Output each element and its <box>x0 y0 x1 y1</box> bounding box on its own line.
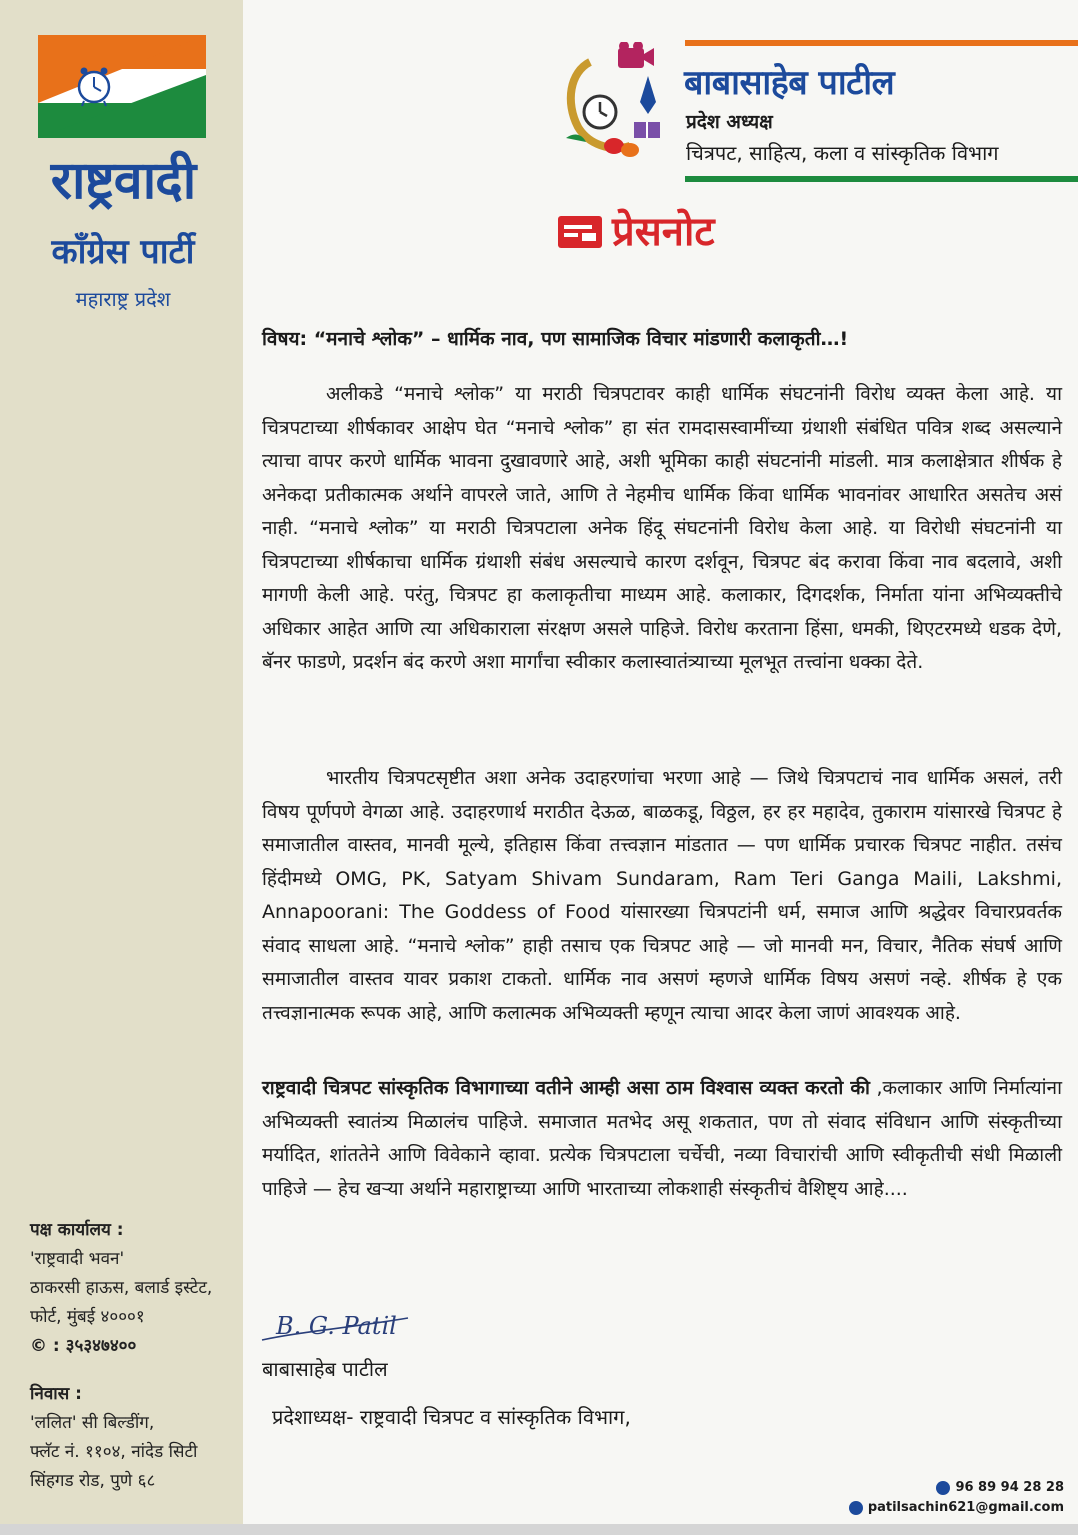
phone-number: 96 89 94 28 28 <box>955 1480 1064 1495</box>
office-phone: © : ३५३४७४०० <box>30 1336 137 1356</box>
subject-line: विषय: “मनाचे श्लोक” – धार्मिक नाव, पण सामाजिक विचार मांडणारी कलाकृती…! <box>262 328 849 350</box>
office-address <box>30 1216 244 1361</box>
paragraph-2-text: भारतीय चित्रपटसृष्टीत अशा अनेक उदाहरणांचा भरणा आहे — जिथे चित्रपटाचं नाव धार्मिक असलं, तरी विषय पूर्णपणे वेगळा आहे. उदाहरणार्थ मराठीत देऊळ, बाळकडू, विठ्ठल, हर हर महादेव, तुकाराम यांसारखे चित्रपट हे समाजातील वास्तव, मानवी मूल्ये, इतिहास किंवा तत्त्वज्ञान मांडतात — पण धार्मिक प्रचारक चित्रपट नाहीत. तसंच हिंदीमध्ये OMG, PK, Satyam Shivam Sundaram, Ram Teri Ganga Maili, Lakshmi, Annapoorani: The Goddess of Food यांसारख्या चित्रपटांनी धर्म, समाज आणि श्रद्धेवर विचारप्रवर्तक संवाद साधला आहे. “मनाचे श्लोक” हाही तसाच एक चित्रपट आहे — जो मानवी मन, विचार, नैतिक संघर्ष आणि समाजातील वास्तव यावर प्रकाश टाकतो. धार्मिक नाव असणं म्हणजे धार्मिक विषय असणं नव्हे. शीर्षक हे एक तत्त्वज्ञानात्मक रूपक आहे, आणि कलात्मक अभिव्यक्ती म्हणून त्याचा आदर केला जाणं आवश्यक आहे. <box>262 767 1062 1024</box>
residence-line: सिंहगड रोड, पुणे ६८ <box>30 1471 156 1491</box>
paragraph-3 <box>262 1072 1062 1206</box>
email-icon <box>849 1501 863 1515</box>
paragraph-3-bold: राष्ट्रवादी चित्रपट सांस्कृतिक विभागाच्या वतीने आम्ही असा ठाम विश्वास व्यक्त करतो की <box>262 1077 870 1099</box>
party-name-line2: कॉंग्रेस पार्टी <box>51 232 195 272</box>
residence-line: 'ललित' सी बिल्डींग, <box>30 1413 155 1433</box>
header-department: चित्रपट, साहित्य, कला व सांस्कृतिक विभाग <box>686 141 999 165</box>
header-role: प्रदेश अध्यक्ष <box>686 111 773 133</box>
party-state: महाराष्ट्र प्रदेश <box>75 287 171 311</box>
paragraph-2 <box>262 762 1062 1030</box>
arts-culture-logo-icon <box>560 42 678 162</box>
header-name: बाबासाहेब पाटील <box>684 63 895 103</box>
header-green-line <box>685 176 1078 182</box>
signatory-designation: प्रदेशाध्यक्ष- राष्ट्रवादी चित्रपट व सांस्कृतिक विभाग, <box>272 1405 631 1429</box>
sidebar <box>0 0 243 1535</box>
bottom-border <box>0 1524 1078 1535</box>
press-note-title <box>558 204 715 260</box>
phone-icon <box>936 1481 950 1495</box>
signatory-name: बाबासाहेब पाटील <box>262 1357 388 1381</box>
residence-line: फ्लॅट नं. ११०४, नांदेड सिटी <box>30 1442 198 1462</box>
clock-flag-icon <box>38 35 206 138</box>
newspaper-icon <box>558 216 602 248</box>
contact-phone <box>936 1478 1064 1498</box>
party-name-line1: राष्ट्रवादी <box>50 151 196 211</box>
press-note-label: प्रेसनोट <box>612 209 715 255</box>
residence-heading: निवास : <box>30 1384 82 1404</box>
office-line: ठाकरसी हाऊस, बलार्ड इस्टेट, <box>30 1278 213 1298</box>
office-line: 'राष्ट्रवादी भवन' <box>30 1249 125 1269</box>
signature-text: B. G. Patil <box>276 1312 397 1340</box>
paragraph-3-text: ,कलाकार आणि निर्मात्यांना अभिव्यक्ती स्वातंत्र्य मिळालंच पाहिजे. समाजात मतभेद असू शकतात, पण तो संवाद संविधान आणि संस्कृतीच्या मर्यादित, शांततेने आणि विवेकाने व्हावा. प्रत्येक चित्रपटाला चर्चेची, नव्या विचारांची आणि स्वीकृतीची संधी मिळाली पाहिजे — हेच खऱ्या अर्थाने महाराष्ट्राच्या आणि भारताच्या लोकशाही संस्कृतीचं वैशिष्ट्य आहे.... <box>262 1077 1062 1200</box>
signature-image <box>258 1288 418 1348</box>
email-address: patilsachin621@gmail.com <box>867 1500 1064 1515</box>
residence-address <box>30 1380 244 1496</box>
header-saffron-line <box>685 40 1078 46</box>
paragraph-1 <box>262 378 1062 680</box>
contact-email <box>849 1498 1064 1518</box>
paragraph-1-text: अलीकडे “मनाचे श्लोक” या मराठी चित्रपटावर काही धार्मिक संघटनांनी विरोध व्यक्त केला आहे. या चित्रपटाच्या शीर्षकावर आक्षेप घेत “मनाचे श्लोक” हा संत रामदासस्वामींच्या ग्रंथाशी संबंधित पवित्र शब्द असल्याने त्याचा वापर करणे धार्मिक भावना दुखावणारे आहे, अशी भूमिका काही संघटनांनी मांडली. मात्र कलाक्षेत्रात शीर्षक हे अनेकदा प्रतीकात्मक अर्थाने वापरले जाते, आणि ते नेहमीच धार्मिक किंवा धार्मिक भावनांवर आधारित असतेच असं नाही. “मनाचे श्लोक” या मराठी चित्रपटाला अनेक हिंदू संघटनांनी विरोध केला आहे. या विरोधी संघटनांनी या चित्रपटाच्या शीर्षकाचा धार्मिक ग्रंथाशी संबंध असल्याचे कारण दर्शवून, चित्रपट बंद करावा किंवा नाव बदलावे, अशी मागणी केली आहे. परंतु, चित्रपट हा कलाकृतीचा माध्यम आहे. कलाकार, दिगदर्शक, निर्माता यांना अभिव्यक्तीचे अधिकार आहेत आणि त्या अधिकाराला संरक्षण असले पाहिजे. विरोध करताना हिंसा, धमकी, थिएटरमध्ये धडक देणे, बॅनर फाडणे, प्रदर्शन बंद करणे अशा मार्गांचा स्वीकार कलास्वातंत्र्याच्या मूलभूत तत्त्वांना धक्का देते. <box>262 383 1062 673</box>
office-line: फोर्ट, मुंबई ४०००१ <box>30 1307 145 1327</box>
office-heading: पक्ष कार्यालय : <box>30 1220 124 1240</box>
